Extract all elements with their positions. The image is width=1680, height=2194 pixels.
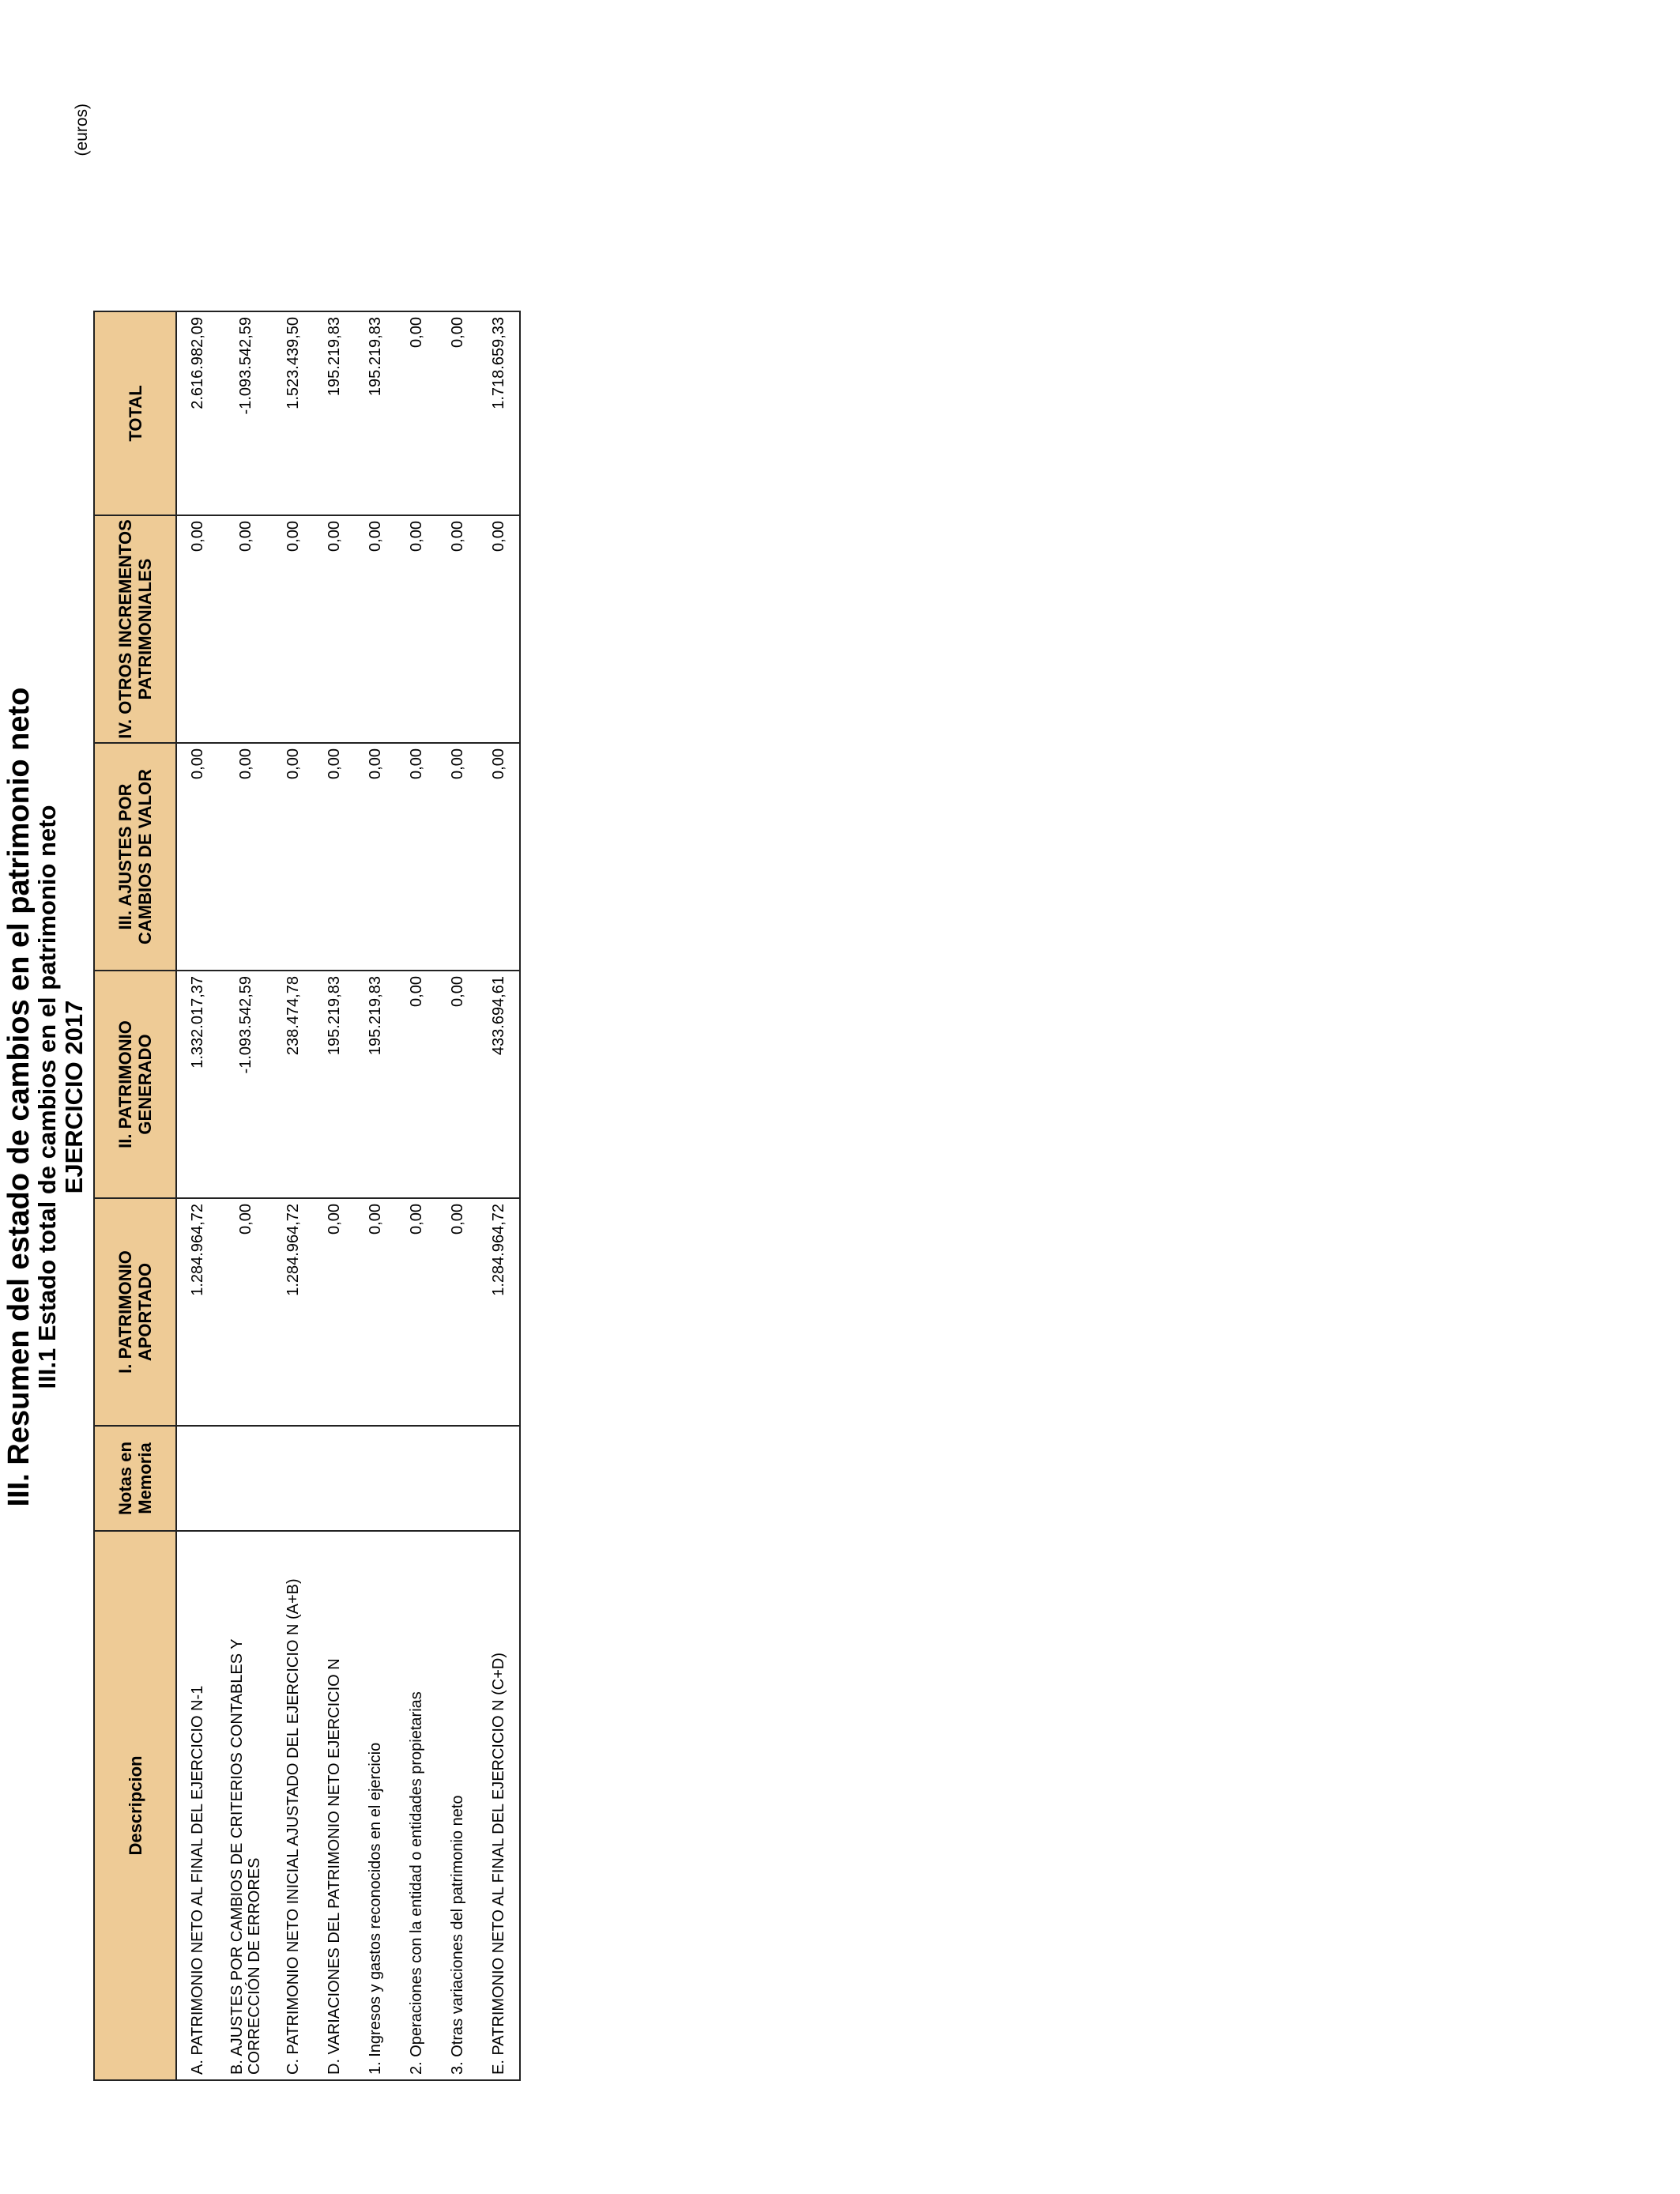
row-patrimonio-generado: -1.093.542,59 <box>218 971 273 1198</box>
table-row <box>218 311 273 2080</box>
row-otros-incrementos: 0,00 <box>355 515 396 743</box>
row-otros-incrementos: 0,00 <box>478 515 520 743</box>
row-ajustes-cambios-valor: 0,00 <box>396 743 437 971</box>
row-ajustes-cambios-valor: 0,00 <box>176 743 218 971</box>
equity-changes-table <box>93 311 521 2081</box>
row-notes <box>355 1426 396 1531</box>
row-ajustes-cambios-valor: 0,00 <box>314 743 355 971</box>
row-otros-incrementos: 0,00 <box>176 515 218 743</box>
row-description: D. VARIACIONES DEL PATRIMONIO NETO EJERCICIO N <box>314 1531 355 2080</box>
row-ajustes-cambios-valor: 0,00 <box>437 743 478 971</box>
row-otros-incrementos: 0,00 <box>218 515 273 743</box>
row-notes <box>478 1426 520 1531</box>
row-total: -1.093.542,59 <box>218 311 273 515</box>
row-ajustes-cambios-valor: 0,00 <box>355 743 396 971</box>
row-notes <box>396 1426 437 1531</box>
row-description: C. PATRIMONIO NETO INICIAL AJUSTADO DEL EJERCICIO N (A+B) <box>273 1531 314 2080</box>
row-patrimonio-aportado: 1.284.964,72 <box>478 1198 520 1426</box>
row-description: B. AJUSTES POR CAMBIOS DE CRITERIOS CONTABLES Y CORRECCIÓN DE ERRORES <box>218 1531 273 2080</box>
row-patrimonio-generado: 1.332.017,37 <box>176 971 218 1198</box>
row-patrimonio-aportado: 0,00 <box>218 1198 273 1426</box>
row-notes <box>437 1426 478 1531</box>
column-header-patrimonio-generado: II. PATRIMONIO GENERADO <box>94 971 176 1198</box>
column-header-patrimonio-aportado: I. PATRIMONIO APORTADO <box>94 1198 176 1426</box>
column-header-notes: Notas en Memoria <box>94 1426 176 1531</box>
table-row <box>396 311 437 2080</box>
row-total: 1.718.659,33 <box>478 311 520 515</box>
column-header-description: Descripcion <box>94 1531 176 2080</box>
table-row <box>437 311 478 2080</box>
row-total: 1.523.439,50 <box>273 311 314 515</box>
row-notes <box>218 1426 273 1531</box>
table-row <box>273 311 314 2080</box>
row-ajustes-cambios-valor: 0,00 <box>218 743 273 971</box>
table-row <box>478 311 520 2080</box>
row-notes <box>176 1426 218 1531</box>
row-total: 195.219,83 <box>355 311 396 515</box>
row-patrimonio-generado: 0,00 <box>437 971 478 1198</box>
row-description: 1. Ingresos y gastos reconocidos en el ejercicio <box>355 1531 396 2080</box>
row-total: 2.616.982,09 <box>176 311 218 515</box>
table-header-row <box>94 311 176 2080</box>
row-description: 3. Otras variaciones del patrimonio neto <box>437 1531 478 2080</box>
table-row <box>176 311 218 2080</box>
currency-units: (euros) <box>73 104 91 156</box>
row-patrimonio-aportado: 0,00 <box>396 1198 437 1426</box>
row-notes <box>273 1426 314 1531</box>
row-patrimonio-aportado: 1.284.964,72 <box>176 1198 218 1426</box>
row-description: A. PATRIMONIO NETO AL FINAL DEL EJERCICIO N-1 <box>176 1531 218 2080</box>
row-patrimonio-aportado: 0,00 <box>355 1198 396 1426</box>
row-otros-incrementos: 0,00 <box>314 515 355 743</box>
row-patrimonio-generado: 0,00 <box>396 971 437 1198</box>
row-notes <box>314 1426 355 1531</box>
row-patrimonio-generado: 238.474,78 <box>273 971 314 1198</box>
column-header-total: TOTAL <box>94 311 176 515</box>
column-header-otros-incrementos: IV. OTROS INCREMENTOS PATRIMONIALES <box>94 515 176 743</box>
row-patrimonio-aportado: 0,00 <box>437 1198 478 1426</box>
row-otros-incrementos: 0,00 <box>437 515 478 743</box>
row-patrimonio-aportado: 0,00 <box>314 1198 355 1426</box>
row-total: 0,00 <box>437 311 478 515</box>
row-description: E. PATRIMONIO NETO AL FINAL DEL EJERCICIO N (C+D) <box>478 1531 520 2080</box>
document-title: III. Resumen del estado de cambios en el patrimonio neto <box>2 687 36 1507</box>
fiscal-period: EJERCICIO 2017 <box>60 1000 88 1194</box>
row-patrimonio-aportado: 1.284.964,72 <box>273 1198 314 1426</box>
table-row <box>314 311 355 2080</box>
row-description: 2. Operaciones con la entidad o entidades propietarias <box>396 1531 437 2080</box>
row-otros-incrementos: 0,00 <box>396 515 437 743</box>
row-patrimonio-generado: 433.694,61 <box>478 971 520 1198</box>
column-header-ajustes-cambios-valor: III. AJUSTES POR CAMBIOS DE VALOR <box>94 743 176 971</box>
row-total: 195.219,83 <box>314 311 355 515</box>
row-ajustes-cambios-valor: 0,00 <box>273 743 314 971</box>
document-subtitle: III.1 Estado total de cambios en el patrimonio neto <box>33 805 61 1389</box>
table-row <box>355 311 396 2080</box>
row-patrimonio-generado: 195.219,83 <box>355 971 396 1198</box>
row-total: 0,00 <box>396 311 437 515</box>
row-patrimonio-generado: 195.219,83 <box>314 971 355 1198</box>
row-otros-incrementos: 0,00 <box>273 515 314 743</box>
row-ajustes-cambios-valor: 0,00 <box>478 743 520 971</box>
